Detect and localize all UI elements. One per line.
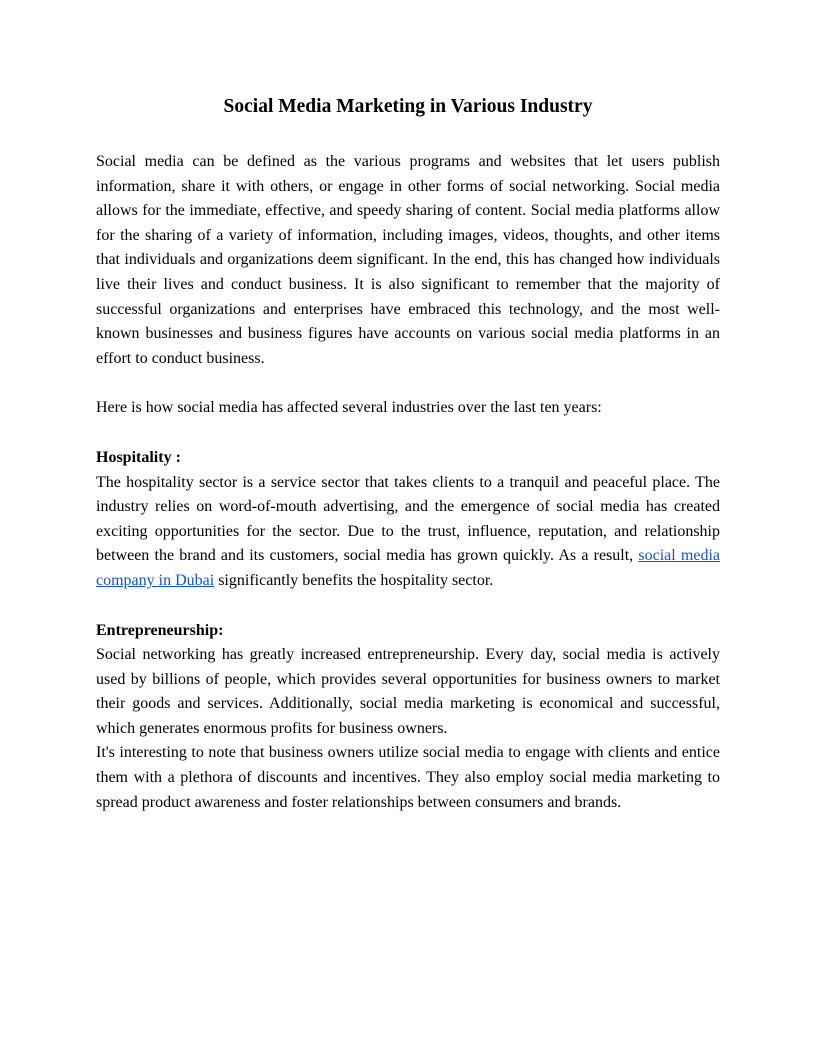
spacer bbox=[96, 371, 720, 396]
hospitality-text-after-link: significantly benefits the hospitality sector. bbox=[214, 571, 494, 589]
intro-paragraph: Social media can be defined as the various programs and websites that let users publish information, share it with others, or engage in other forms of social networking. Social media allows for the immediate, effective, and speedy sharing of content. Social media platforms allow for the sharing of a variety of information, including images, videos, thoughts, and other items that individuals and organizations deem significant. In the end, this has changed how individuals live their lives and conduct business. It is also significant to remember that the majority of successful organizations and enterprises have embraced this technology, and the most well-known businesses and business figures have accounts on various social media platforms in an effort to conduct business. bbox=[96, 153, 720, 367]
entrepreneurship-paragraph-1: Social networking has greatly increased entrepreneurship. Every day, social media is actively used by billions of people, which provides several opportunities for business owners to market their goods and services. Additionally, social media marketing is economical and successful, which generates enormous profits for business owners. bbox=[96, 646, 720, 737]
entrepreneurship-paragraph-2: It's interesting to note that business owners utilize social media to engage with clients and entice them with a plethora of discounts and incentives. They also employ social media marketing to spread product awareness and foster relationships between consumers and brands. bbox=[96, 744, 720, 811]
hospitality-heading: Hospitality : bbox=[96, 448, 181, 466]
spacer bbox=[96, 421, 720, 446]
social-media-company-link[interactable]: social media company in Dubai bbox=[96, 547, 720, 589]
hospitality-text-before-link: The hospitality sector is a service sector that takes clients to a tranquil and peaceful place. The industry relies on word-of-mouth advertising, and the emergence of social media has created exciting opportunities for the sector. Due to the trust, influence, reputation, and relationship between the brand and its customers, social media has grown quickly. As a result, bbox=[96, 473, 720, 565]
hospitality-paragraph bbox=[96, 471, 720, 594]
document-page bbox=[96, 93, 720, 815]
entrepreneurship-heading: Entrepreneurship: bbox=[96, 621, 224, 639]
spacer bbox=[96, 594, 720, 619]
hospitality-section bbox=[96, 446, 720, 594]
page-title: Social Media Marketing in Various Industry bbox=[223, 96, 593, 117]
spacer bbox=[96, 124, 720, 150]
entrepreneurship-section bbox=[96, 619, 720, 816]
lead-in-paragraph: Here is how social media has affected several industries over the last ten years: bbox=[96, 399, 602, 417]
